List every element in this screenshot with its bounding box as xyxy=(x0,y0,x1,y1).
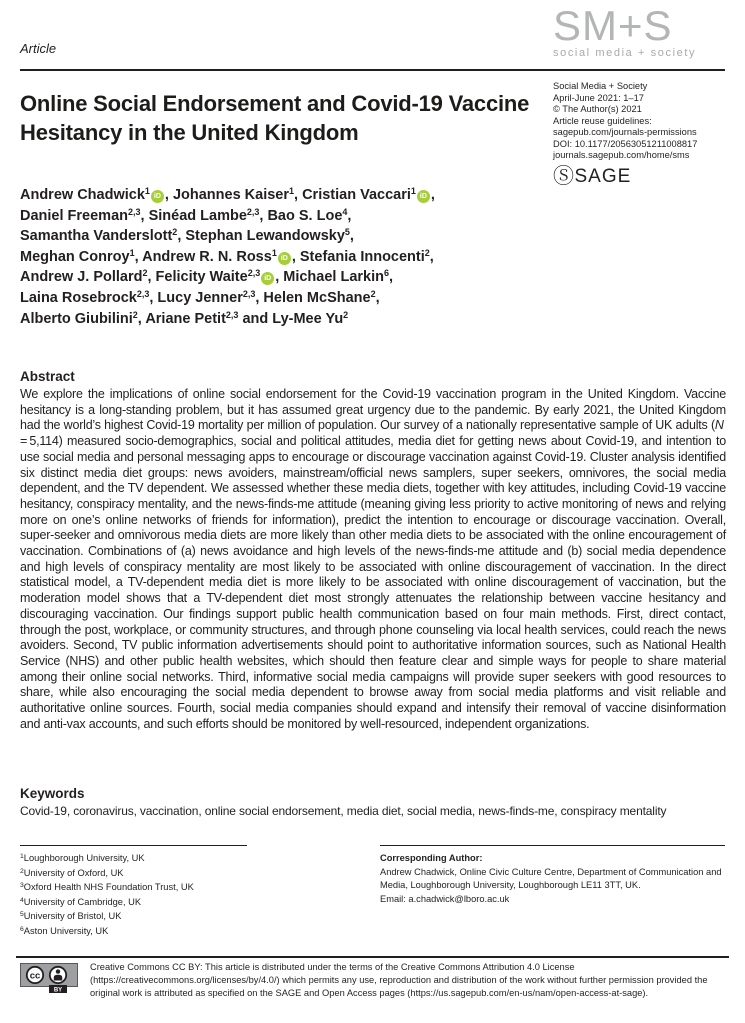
author-name: , Felicity Waite xyxy=(147,269,248,286)
journal-masthead-info xyxy=(553,81,733,162)
orcid-icon[interactable]: iD xyxy=(261,272,274,285)
author-line xyxy=(20,310,725,331)
author-affiliation-superscript: 2 xyxy=(424,247,430,258)
author-affiliation-superscript: 2,3 xyxy=(128,206,141,217)
author-affiliation-superscript: 2 xyxy=(142,268,148,279)
affiliations-list xyxy=(20,852,270,940)
orcid-icon[interactable]: iD xyxy=(278,252,291,265)
corresponding-author-heading: Corresponding Author: xyxy=(380,853,483,863)
author-affiliation-superscript: 1 xyxy=(144,186,150,196)
author-name: , Johannes Kaiser xyxy=(164,187,290,203)
author-name: Meghan Conroy xyxy=(20,248,130,265)
author-affiliation-superscript: 2,3 xyxy=(247,268,261,279)
author-affiliation-superscript: 2 xyxy=(172,227,178,238)
affiliation-line xyxy=(20,910,270,925)
affiliation-line xyxy=(20,867,270,882)
affiliation-line xyxy=(20,852,270,867)
corresponding-author-address: Andrew Chadwick, Online Civic Culture Centre, Department of Communication and Media, Loughborough University, Loughborough LE11 3TT, UK. xyxy=(380,866,722,891)
journal-logo-tagline: social media + society xyxy=(553,47,697,59)
affiliation-line xyxy=(20,896,270,911)
journal-brand-logo xyxy=(553,2,728,59)
affiliation-text: University of Bristol, UK xyxy=(23,911,122,922)
masthead-line: April-June 2021: 1–17 xyxy=(553,92,644,103)
author-name: Samantha Vanderslott xyxy=(20,228,173,245)
sage-logo-mark-icon: Ⓢ xyxy=(553,165,575,188)
footer-divider xyxy=(16,956,729,958)
affiliation-superscript: 5 xyxy=(20,911,24,919)
author-name: and Ly-Mee Yu xyxy=(238,310,344,327)
affiliation-superscript: 1 xyxy=(20,853,24,860)
author-affiliation-superscript: 5 xyxy=(344,227,350,238)
masthead-link[interactable]: journals.sagepub.com/home/sms xyxy=(553,150,690,160)
header-divider xyxy=(20,69,725,71)
author-affiliation-superscript: 2 xyxy=(343,309,349,320)
orcid-icon[interactable]: iD xyxy=(417,190,430,203)
license-block xyxy=(16,961,730,1000)
author-name: , Helen McShane xyxy=(255,289,371,306)
affiliation-text: Aston University, UK xyxy=(23,925,109,936)
author-name: , Stephan Lewandowsky xyxy=(177,228,345,245)
author-affiliation-superscript: 1 xyxy=(289,186,295,196)
masthead-line: © The Author(s) 2021 xyxy=(553,104,642,114)
author-affiliation-superscript: 1 xyxy=(410,186,416,196)
abstract-text xyxy=(20,387,726,732)
affiliation-line xyxy=(20,925,270,940)
affiliation-text: University of Cambridge, UK xyxy=(23,896,142,907)
masthead-line: Article reuse guidelines: xyxy=(553,115,652,126)
author-name: , Bao S. Loe xyxy=(259,207,343,224)
author-affiliation-superscript: 1 xyxy=(129,247,135,258)
affiliation-superscript: 3 xyxy=(20,882,24,890)
author-affiliation-superscript: 1 xyxy=(271,247,277,258)
keywords-heading: Keywords xyxy=(20,786,85,801)
author-list xyxy=(20,186,725,330)
author-affiliation-superscript: 2,3 xyxy=(136,288,150,299)
masthead-line: Social Media + Society xyxy=(553,81,648,91)
author-name: , xyxy=(429,248,434,265)
abstract-text-part1: We explore the implications of online social endorsement for the Covid-19 vaccination program in the United Kingdom. Vaccine hesitancy is a long-standing problem, but it has assumed great urgency due to the pandemic. By early 2021, the United Kingdom had the world’s highest Covid-19 mortality per million of population. Our survey of a nationally representative sample of UK adults ( xyxy=(20,387,726,433)
author-line xyxy=(20,207,725,228)
author-name: , Sinéad Lambe xyxy=(140,207,247,224)
affiliation-text: Loughborough University, UK xyxy=(23,853,145,863)
author-name: , xyxy=(349,228,354,245)
author-name: Laina Rosebrock xyxy=(20,289,137,306)
license-text: Creative Commons CC BY: This article is distributed under the terms of the Creative Commons Attribution 4.0 License (https://creativecommons.org/licenses/by/4.0/) which permits any use, reproduction and distribution of the work without further permission provided the original work is attributed as specified on the SAGE and Open Access pages (https://us.sagepub.com/en-us/nam/open-access-at-sage). xyxy=(90,962,708,998)
author-name: Andrew J. Pollard xyxy=(20,269,143,286)
author-name: Alberto Giubilini xyxy=(20,310,133,327)
masthead-line: DOI: 10.1177/20563051211008817 xyxy=(553,138,698,149)
svg-text:cc: cc xyxy=(29,970,41,982)
author-name: , Stefania Innocenti xyxy=(291,248,425,265)
corresponding-divider xyxy=(380,845,725,846)
author-name: , Ariane Petit xyxy=(137,310,226,327)
author-name: , Cristian Vaccari xyxy=(294,187,411,203)
orcid-icon[interactable]: iD xyxy=(151,190,164,203)
article-type-label: Article xyxy=(20,41,57,56)
author-name: , xyxy=(375,289,380,306)
author-affiliation-superscript: 2,3 xyxy=(242,288,256,299)
author-affiliation-superscript: 2 xyxy=(370,288,376,299)
abstract-text-part2: = 5,114) measured socio-demographics, social and political attitudes, media diet for getting news about Covid-19, and intention to use social media and personal messaging apps to encourage or discourage vaccination against Covid-19. Cluster analysis identified six distinct media diet groups: news avoiders, mainstream/official news samplers, super seekers, omnivores, the social media dependent, and the TV dependent. We assessed whether these media diets, together with key attitudes, including Covid-19 vaccine hesitancy, conspiracy mentality, and the news-finds-me attitude (meaning giving less priority to active monitoring of news and relying more on one’s online networks of friends for information), predict the intention to encourage or discourage vaccination. Overall, super-seeker and omnivorous media diets are more likely than other media diets to be associated with the online encouragement of vaccination. Combinations of (a) news avoidance and high levels of the news-finds-me attitude and (b) social media dependence and high levels of conspiracy mentality are most likely to be associated with online discouragement of vaccination. In the direct statistical model, a TV-dependent media diet is more likely to be associated with online discouragement of vaccination, but the moderation model shows that a TV-dependent diet most strongly attenuates the relationship between vaccine hesitancy and discouraging vaccination. Our findings support public health communication based on four main methods. First, direct contact, through the post, workplace, or community structures, and through phone counseling via local health services, could reach the news avoiders. Second, TV public information advertisements should point to authoritative information sources, such as National Health Service (NHS) and other public health websites, which should then feature clear and simple ways for people to share material among their online social networks. Third, informative social media campaigns will provide super seekers with good resources to share, while also encouraging the social media dependent to browse away from social media platforms and visit reliable and authoritative online sources. Fourth, social media companies should expand and intensify their removal of vaccine disinformation and anti-vax accounts, and such efforts should be monitored by well-resourced, independent organizations. xyxy=(20,418,726,731)
abstract-heading: Abstract xyxy=(20,369,75,384)
page-title: Online Social Endorsement and Covid-19 Vaccine Hesitancy in the United Kingdom xyxy=(20,91,530,145)
author-affiliation-superscript: 6 xyxy=(384,268,390,279)
affiliation-superscript: 4 xyxy=(20,896,24,904)
author-name: Daniel Freeman xyxy=(20,207,128,224)
abstract-n-symbol: N xyxy=(714,418,724,433)
author-affiliation-superscript: 4 xyxy=(342,206,348,217)
affiliation-text: Oxford Health NHS Foundation Trust, UK xyxy=(23,882,194,893)
author-name: , xyxy=(347,207,352,224)
author-line xyxy=(20,289,725,310)
affiliations-divider xyxy=(20,845,247,846)
author-affiliation-superscript: 2,3 xyxy=(225,309,239,320)
author-name: , xyxy=(430,187,435,203)
affiliation-superscript: 6 xyxy=(20,925,24,933)
journal-logo-mark: SM+S xyxy=(553,2,673,49)
affiliation-superscript: 2 xyxy=(20,867,24,875)
affiliation-line xyxy=(20,881,270,896)
author-affiliation-superscript: 2,3 xyxy=(246,206,260,217)
author-name: Andrew Chadwick xyxy=(20,187,145,203)
author-line xyxy=(20,186,725,207)
keywords-text: Covid-19, coronavirus, vaccination, online social endorsement, media diet, social media, news-finds-me, conspiracy mentality xyxy=(20,804,667,818)
author-name: , xyxy=(389,269,394,286)
author-name: , Lucy Jenner xyxy=(149,289,243,306)
corresponding-author-block xyxy=(380,852,728,906)
author-name: , Michael Larkin xyxy=(275,269,384,286)
corresponding-author-email[interactable]: Email: a.chadwick@lboro.ac.uk xyxy=(380,893,510,904)
cc-by-badge-icon xyxy=(20,963,78,993)
author-line xyxy=(20,227,725,248)
svg-text:BY: BY xyxy=(53,987,63,993)
masthead-link[interactable]: sagepub.com/journals-permissions xyxy=(553,127,697,137)
affiliation-text: University of Oxford, UK xyxy=(23,867,124,878)
author-name: , Andrew R. N. Ross xyxy=(134,248,272,265)
author-affiliation-superscript: 2 xyxy=(132,309,138,320)
author-line xyxy=(20,248,725,269)
author-line xyxy=(20,268,725,289)
sage-logo-word: SAGE xyxy=(574,166,632,187)
